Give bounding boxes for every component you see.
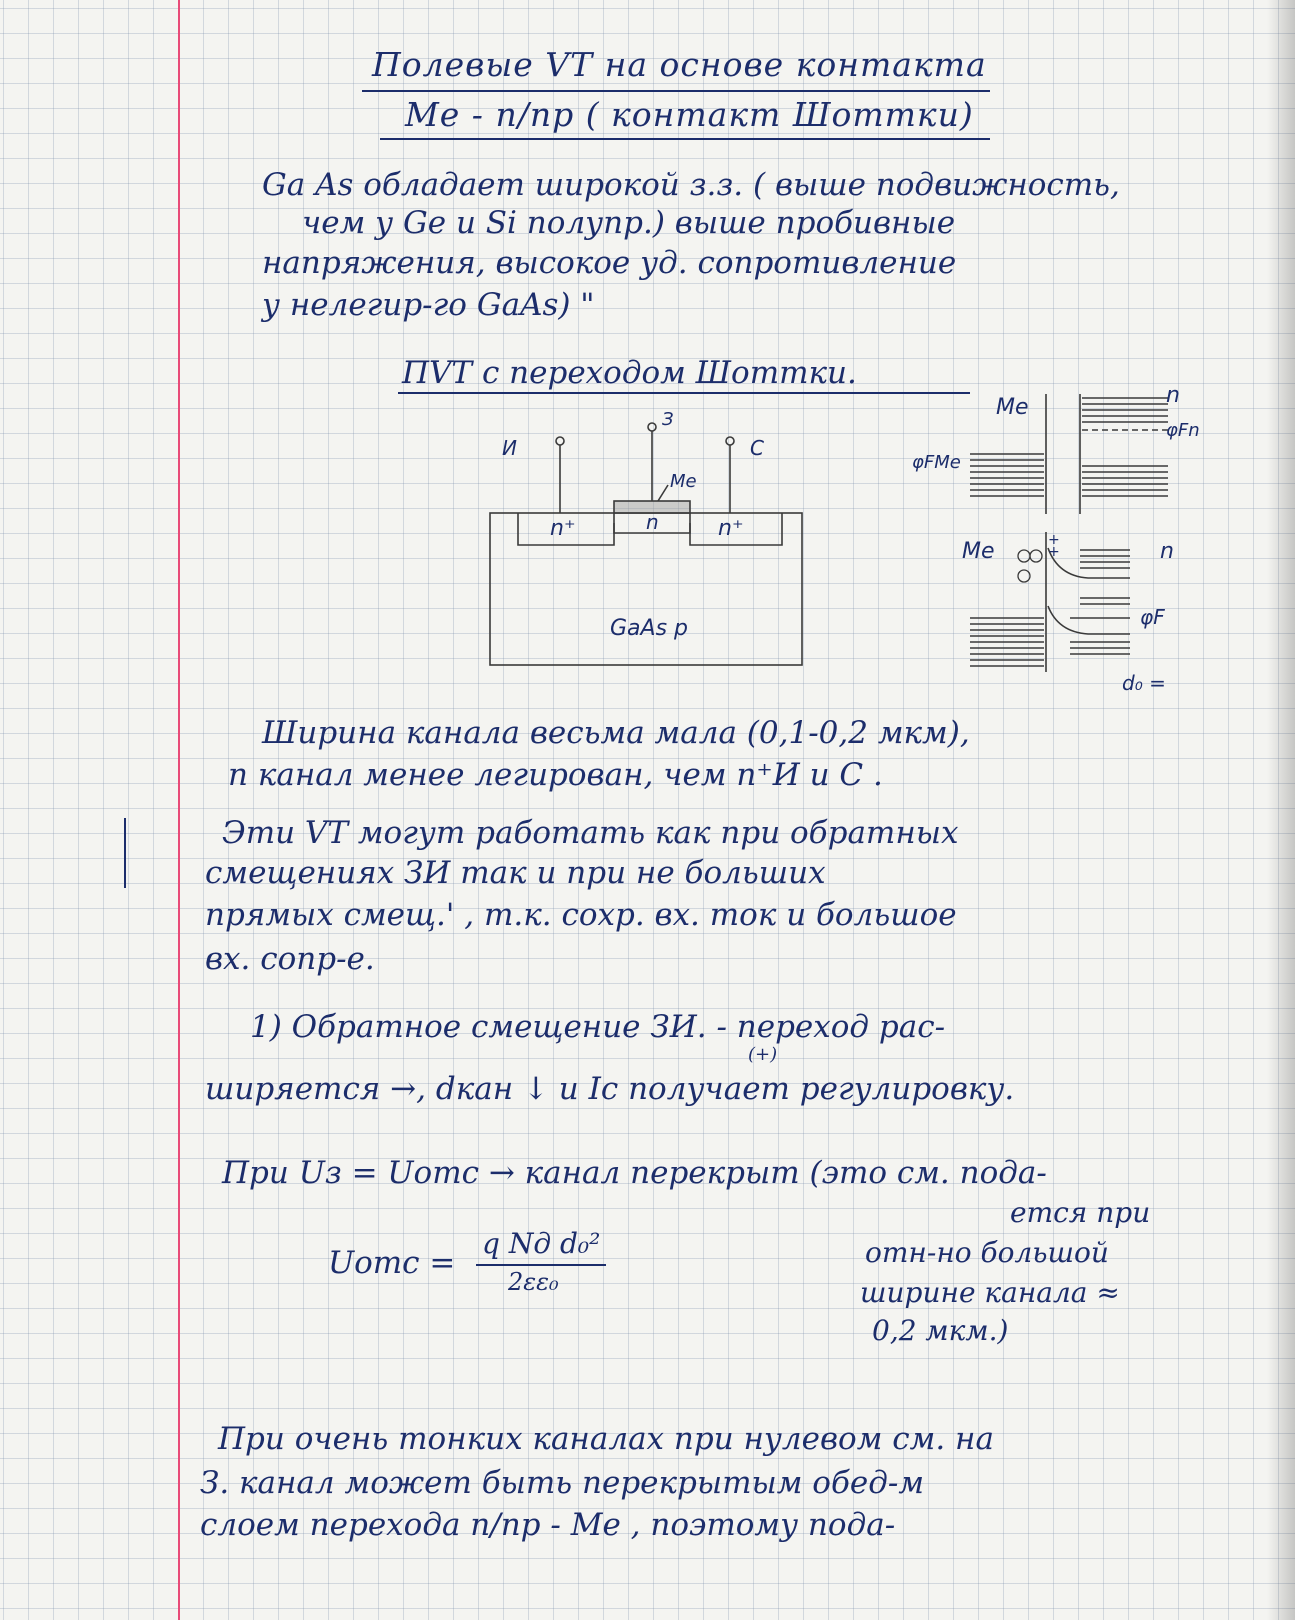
text-line: При Uз = Uотс → канал перекрыт (это см. пода- bbox=[222, 1155, 1047, 1191]
substrate-box bbox=[490, 513, 802, 665]
side-note-line: ширине канала ≈ bbox=[860, 1276, 1120, 1309]
metal-pointer bbox=[658, 485, 668, 501]
text-line: чем у Ge и Si полупр.) выше пробивные bbox=[302, 205, 956, 241]
formula-denominator: 2εε₀ bbox=[508, 1268, 559, 1296]
side-note-line: 0,2 мкм.) bbox=[872, 1314, 1009, 1347]
band-bending-valence bbox=[1048, 606, 1130, 634]
n-plus-right-label: n⁺ bbox=[718, 516, 744, 541]
band-bending-conduction bbox=[1048, 548, 1130, 578]
substrate-label: GaAs p bbox=[610, 616, 688, 641]
text-line: n канал менее легирован, чем n⁺И и С . bbox=[228, 757, 883, 793]
electron-charge bbox=[1030, 550, 1042, 562]
device-cross-section bbox=[470, 405, 820, 675]
band-diagram-contact bbox=[960, 532, 1260, 695]
drain-terminal bbox=[726, 437, 734, 445]
text-line: у нелегир-го GaAs) " bbox=[262, 287, 595, 323]
donor-charge: + bbox=[1048, 532, 1060, 548]
text-line: З. канал может быть перекрытым обед-м bbox=[200, 1465, 925, 1501]
band1-n-label: n bbox=[1166, 383, 1180, 408]
title-underline-1 bbox=[362, 90, 990, 92]
band2-me-label: Me bbox=[962, 539, 995, 564]
formula-fraction-bar bbox=[476, 1264, 606, 1266]
title-line-2: Me - n/пр ( контакт Шоттки) bbox=[405, 95, 974, 134]
d0-label: d₀ = bbox=[1122, 671, 1166, 695]
text-line: Эти VT могут работать как при обратных bbox=[222, 815, 959, 851]
donor-charge: + bbox=[1048, 544, 1060, 560]
band2-n-label: n bbox=[1160, 539, 1174, 564]
source-terminal bbox=[556, 437, 564, 445]
drain-label: С bbox=[750, 436, 764, 460]
band1-me-label: Me bbox=[996, 395, 1029, 420]
gate-label: З bbox=[662, 409, 674, 430]
band1-fermi-me-label: φFMe bbox=[912, 452, 961, 473]
n-channel-label: n bbox=[646, 510, 659, 534]
section-heading: ПVT с переходом Шоттки. bbox=[402, 355, 857, 391]
band2-fermi-label: φF bbox=[1140, 605, 1165, 629]
text-line: вх. сопр-е. bbox=[205, 941, 375, 977]
text-line: смещениях ЗИ так и при не больших bbox=[205, 855, 826, 891]
band-diagram-equilibrium bbox=[908, 383, 1200, 520]
source-label: И bbox=[502, 436, 517, 460]
text-line: 1) Обратное смещение ЗИ. - переход рас- bbox=[250, 1009, 946, 1045]
bleed-through-text bbox=[190, 300, 201, 482]
title-underline-2 bbox=[380, 138, 990, 140]
n-plus-left-label: n⁺ bbox=[550, 516, 576, 541]
electron-charge bbox=[1018, 550, 1030, 562]
formula-lhs: Uотс = bbox=[328, 1245, 456, 1281]
metal-label: Me bbox=[670, 471, 697, 492]
text-line: напряжения, высокое уд. сопротивление bbox=[262, 245, 957, 281]
text-line: ширяется →, dкан ↓ и Iс получает регулировку. bbox=[205, 1071, 1015, 1107]
margin-line bbox=[178, 0, 180, 1620]
gate-terminal bbox=[648, 423, 656, 431]
formula-numerator: q Nд d₀² bbox=[482, 1227, 601, 1260]
heading-underline bbox=[398, 392, 970, 394]
electron-charge bbox=[1018, 570, 1030, 582]
text-line: слоем перехода n/пр - Me , поэтому пода- bbox=[200, 1507, 896, 1543]
band1-fermi-n-label: φFn bbox=[1166, 420, 1200, 441]
page-edge-shadow bbox=[1267, 0, 1295, 1620]
text-line: При очень тонких каналах при нулевом см. на bbox=[218, 1421, 994, 1457]
text-line: Ширина канала весьма мала (0,1-0,2 мкм), bbox=[262, 715, 970, 751]
margin-bracket bbox=[124, 818, 126, 888]
text-line: Ga As обладает широкой з.з. ( выше подвижность, bbox=[262, 167, 1120, 203]
title-line-1: Полевые VT на основе контакта bbox=[372, 45, 987, 84]
plus-sign-note: (+) bbox=[748, 1044, 778, 1065]
side-note-line: отн-но большой bbox=[865, 1236, 1109, 1269]
side-note-line: ется при bbox=[1010, 1196, 1151, 1229]
text-line: прямых смещ.' , т.к. сохр. вх. ток и большое bbox=[205, 897, 957, 933]
